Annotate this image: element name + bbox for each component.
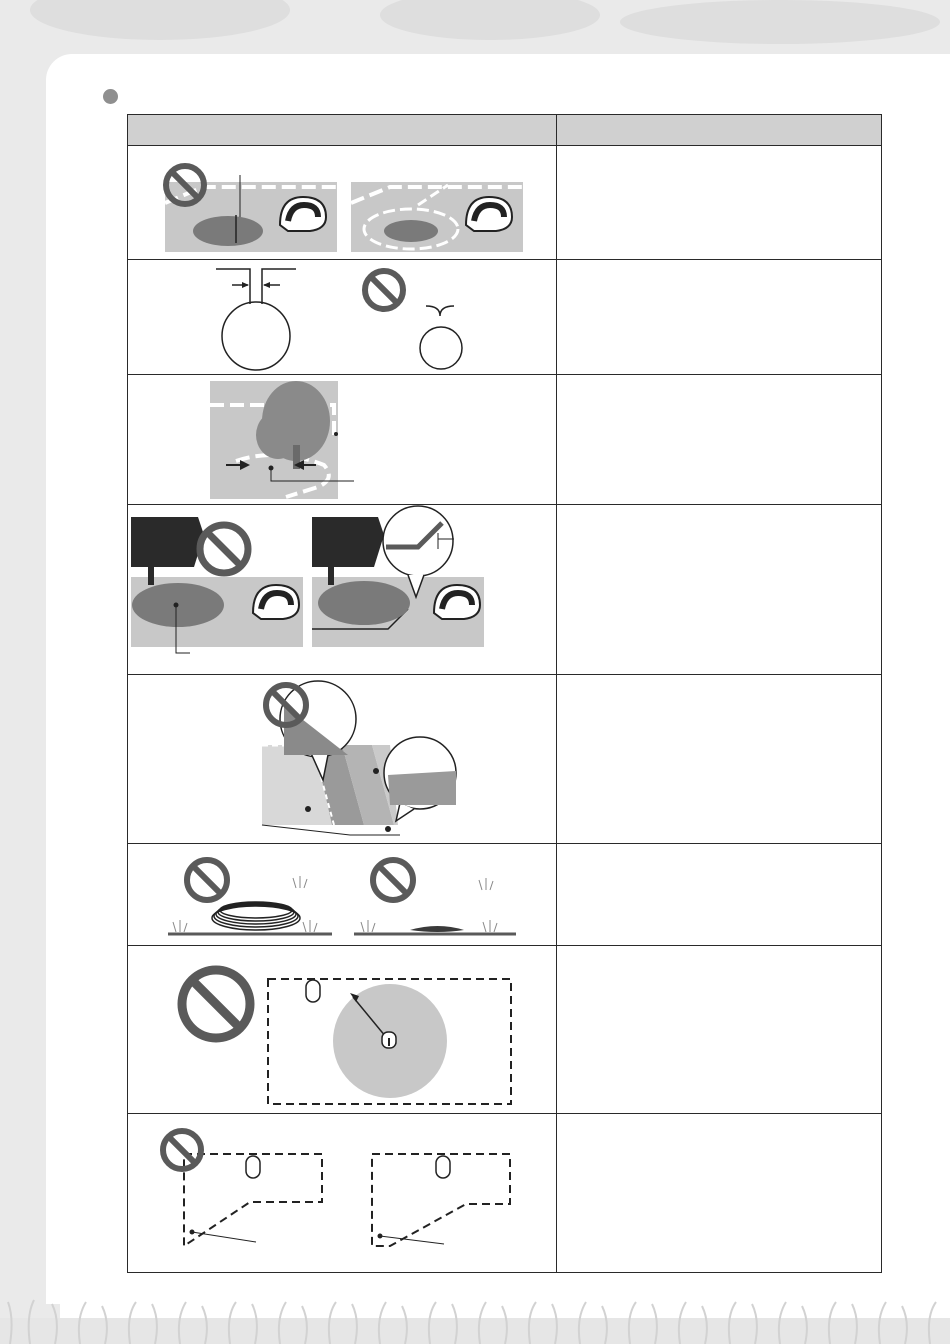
robotic-mower-icon <box>436 1156 450 1178</box>
illustration-station-range <box>128 946 556 1113</box>
robotic-mower-icon <box>434 585 480 619</box>
table-header <box>128 115 881 146</box>
robotic-mower-icon <box>466 197 512 231</box>
illustration-narrow-passage <box>128 260 556 374</box>
illustration-hole <box>128 145 556 259</box>
table-row <box>128 375 881 505</box>
cloud <box>620 0 940 44</box>
table-row <box>128 844 881 946</box>
grass-footer <box>0 1298 950 1344</box>
prohibited-icon <box>182 970 250 1038</box>
tree-icon <box>131 517 204 585</box>
table-row <box>128 675 881 844</box>
table-row <box>128 1114 881 1272</box>
table-row <box>128 260 881 375</box>
robotic-mower-icon <box>253 585 299 619</box>
prohibited-icon <box>373 860 413 900</box>
illustration-tree <box>128 375 556 504</box>
prohibited-icon <box>200 525 248 573</box>
table-row <box>128 145 881 260</box>
prohibited-icon <box>163 1131 201 1169</box>
circle-bullet-icon <box>103 89 118 104</box>
installation-table <box>127 114 882 1273</box>
prohibited-icon <box>187 860 227 900</box>
robotic-mower-icon <box>306 980 320 1002</box>
table-row <box>128 946 881 1114</box>
grass-icon <box>361 878 497 932</box>
table-row <box>128 505 881 675</box>
prohibited-icon <box>365 271 403 309</box>
robotic-mower-icon <box>280 197 326 231</box>
robotic-mower-icon <box>246 1156 260 1178</box>
illustration-corner-angle <box>128 1114 556 1272</box>
tree-icon <box>312 517 384 585</box>
illustration-coiled-wire <box>128 844 556 945</box>
illustration-slope-step <box>128 505 556 674</box>
illustration-uneven-slope <box>128 675 556 843</box>
